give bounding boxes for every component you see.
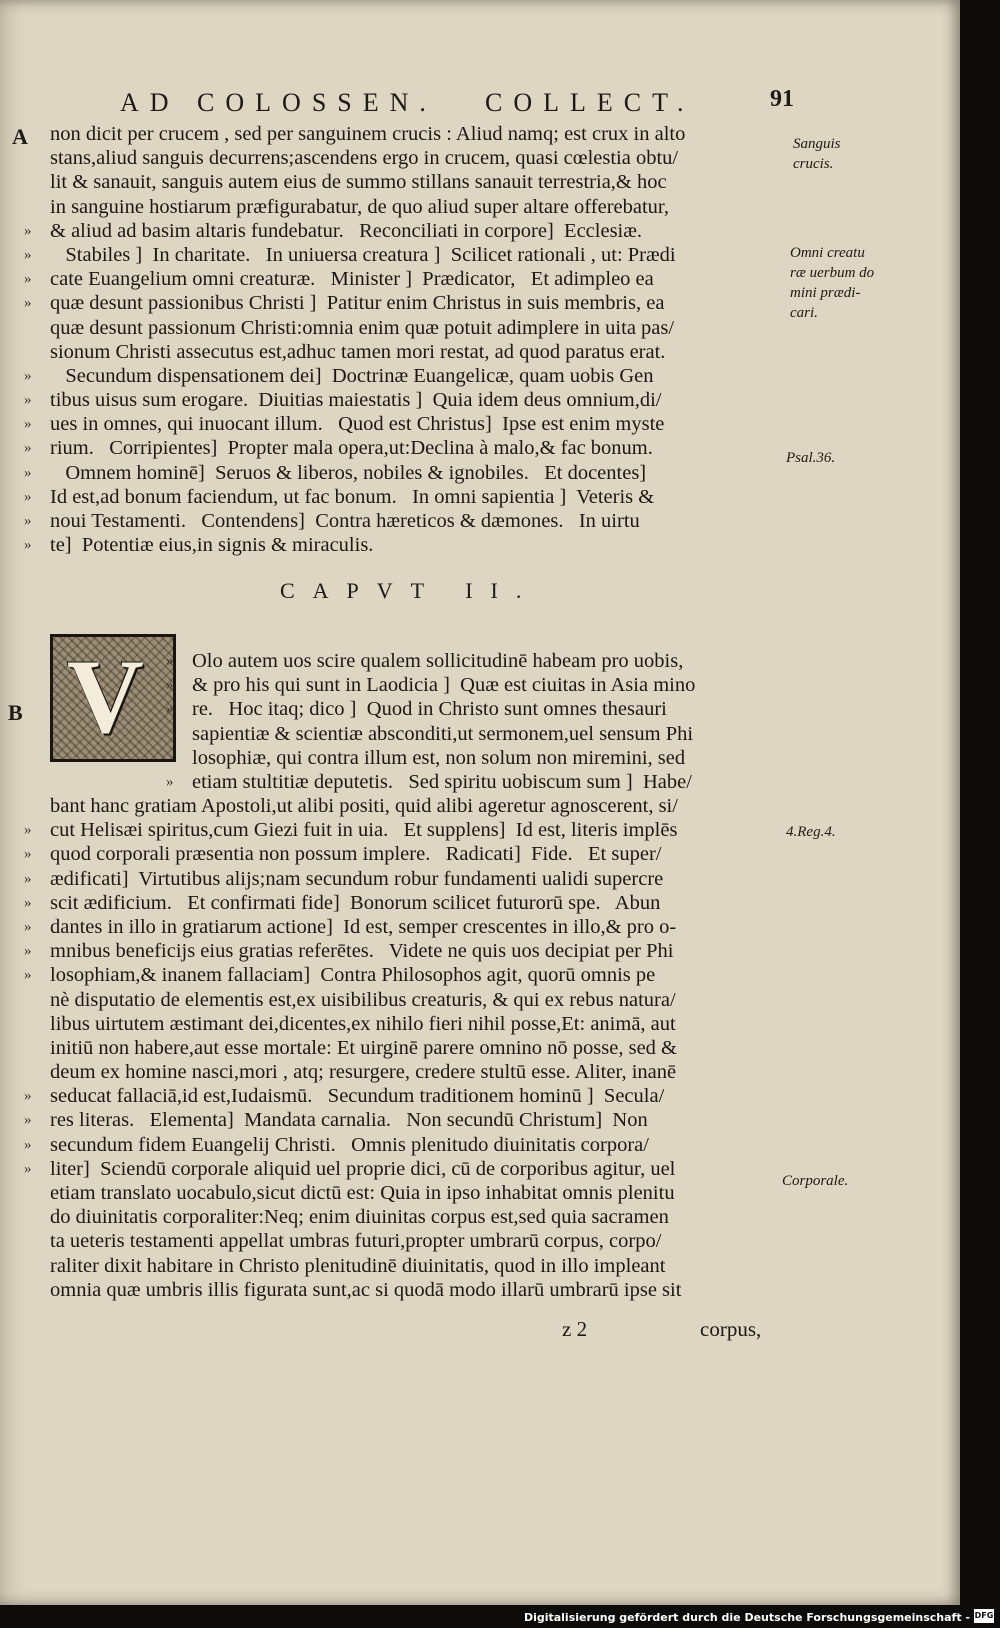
quote-mark: » [24,943,32,960]
margin-note-omni-creaturae: Omni creatu ræ uerbum do mini prædi- cari. [790,245,875,321]
quote-mark: » [24,1112,32,1129]
line-text: stans,aliud sanguis decurrens;ascendens ergo in crucem, quasi cœlestia obtu/ [50,147,679,170]
text-line [50,1254,778,1278]
line-text: Id est,ad bonum faciendum, ut fac bonum. In omni sapientia ] Veteris & [50,485,655,508]
quote-mark: » [24,1136,32,1153]
line-text: cut Helisæi spiritus,cum Giezi fuit in uia. Et supplens] Id est, literis implēs [50,819,678,842]
quote-mark: » [24,271,32,288]
quote-mark: » [24,822,32,839]
text-line [50,1036,778,1060]
quote-mark: » [24,440,32,457]
quote-mark: » [166,677,174,694]
line-text: liter] Sciendū corporale aliquid uel proprie dici, cū de corporibus agitur, uel [50,1157,676,1180]
line-text: non dicit per crucem , sed per sanguinem crucis : Aliud namq; est crux in alto [50,123,686,145]
margin-note-corporale: Corporale. [782,1173,849,1189]
quote-mark: » [24,246,32,263]
line-text: rium. Corripientes] Propter mala opera,ut:Declina à malo,& fac bonum. [50,437,653,460]
funding-notice: Digitalisierung gefördert durch die Deutsche Forschungsgemeinschaft - [523,1611,970,1624]
text-line [24,939,778,963]
line-text: & pro his qui sunt in Laodicia ] Quæ est ciuitas in Asia mino [192,674,696,697]
line-text: te] Potentiæ eius,in signis & miraculis. [50,534,374,557]
text-line [24,485,778,509]
line-text: & aliud ad basim altaris fundebatur. Reconciliati in corpore] Ecclesiæ. [50,219,643,242]
text-line [192,746,782,770]
text-line [24,509,778,533]
text-line [50,316,778,340]
text-line [24,1084,778,1108]
margin-note-reges: 4.Reg.4. [786,824,836,840]
text-line [24,243,778,267]
line-text: mnibus beneficijs eius gratias referētes. Videte ne quis uos decipiat per Phi [50,940,674,963]
quote-mark: » [166,653,174,669]
text-line [24,388,778,412]
quote-mark: » [166,701,174,718]
line-text: lit & sanauit, sanguis autem eius de summo stillans sanauit terrestria,& hoc [50,171,667,194]
quote-mark: » [24,367,32,384]
quote-mark: » [24,416,32,433]
text-line [50,794,778,818]
commentary-block-2-opening [166,649,782,794]
line-text: losophiam,& inanem fallaciam] Contra Philosophos agit, quorū omnis pe [50,964,656,987]
line-text: secundum fidem Euangelij Christi. Omnis plenitudo diuinitatis corpora/ [50,1133,649,1156]
line-text: tibus uisus sum erogare. Diuitias maiestatis ] Quia idem deus omnium,di/ [50,389,662,412]
line-text: omnia quæ umbris illis figurata sunt,ac si quodā modo illarū umbrarū ipse sit [50,1278,682,1301]
quote-mark: » [24,967,32,984]
line-text: libus uirtutem æstimant dei,dicentes,ex nihilo fieri nihil posse,Et: animā, aut [50,1012,676,1035]
text-line [50,988,778,1012]
quote-mark: » [24,537,32,554]
text-line [166,673,782,697]
running-head [120,88,820,118]
line-text: scit ædificium. Et confirmati fide] Bonorum scilicet futurorū spe. Abun [50,891,661,914]
text-line [50,122,778,146]
text-line [50,146,778,170]
quote-mark: » [24,488,32,505]
decorated-initial [50,634,176,762]
text-line [24,963,778,987]
quote-mark: » [24,392,32,409]
text-line [50,1229,778,1253]
line-text: bant hanc gratiam Apostoli,ut alibi positi, quid alibi ageretur agnoscerent, si/ [50,795,678,817]
commentary-block-2 [24,794,778,1302]
text-line [50,1205,778,1229]
initial-letter: V [67,638,144,755]
line-text: etiam stultitiæ deputetis. Sed spiritu uobiscum sum ] Habe/ [192,770,692,793]
line-text: ta ueteris testamenti appellat umbras futuri,propter umbrarū corpus, corpo/ [50,1230,662,1253]
commentary-block-1 [24,122,778,557]
text-line [24,412,778,436]
text-line [50,1181,778,1205]
text-line [24,533,778,557]
signature-mark: z 2 [562,1317,588,1341]
line-text: quæ desunt passionum Christi:omnia enim quæ potuit adimplere in uita pas/ [50,316,675,339]
text-line [24,461,778,485]
line-text: Olo autem uos scire qualem sollicitudinē habeam pro uobis, [192,650,684,672]
line-text: quod corporali præsentia non possum implere. Radicati] Fide. Et super/ [50,843,662,866]
line-text: cate Euangelium omni creaturæ. Minister ] Prædicator, Et adimpleo ea [50,268,654,291]
line-text: losophiæ, qui contra illum est, non solum non miremini, sed [192,746,686,769]
text-line [50,170,778,194]
running-head-left: AD COLOSSEN. [120,88,437,117]
line-text: dantes in illo in gratiarum actione] Id est, semper crescentes in illo,& pro o- [50,915,677,938]
text-line [50,1012,778,1036]
text-line [24,867,778,891]
line-text: etiam translato uocabulo,sicut dictū est: Quia in ipso inhabitat omnis plenitu [50,1182,675,1204]
chapter-heading: CAPVT II. [280,578,540,603]
line-text: re. Hoc itaq; dico ] Quod in Christo sunt omnes thesauri [192,698,667,721]
text-line [50,195,778,219]
line-text: sapientiæ & scientiæ absconditi,ut sermonem,uel sensum Phi [192,722,694,745]
quote-mark: » [24,1088,32,1105]
line-text: res literas. Elementa] Mandata carnalia. Non secundū Christum] Non [50,1109,648,1132]
margin-note-sanguis: Sanguis crucis. [793,136,841,172]
folio-number: 91 [770,86,794,112]
quote-mark: » [24,1160,32,1177]
line-text: sionum Christi assecutus est,adhuc tamen mori restat, ad quod paratus erat. [50,340,666,363]
text-line [24,291,778,315]
text-line [24,842,778,866]
line-text: Omnem hominē] Seruos & liberos, nobiles & ignobiles. Et docentes] [50,461,647,484]
text-line [166,697,782,721]
text-line [50,340,778,364]
text-line [24,1157,778,1181]
line-text: quæ desunt passionibus Christi ] Patitur enim Christus in suis membris, ea [50,292,665,315]
line-text: initiū non habere,aut esse mortale: Et uirginē parere omnino nō posse, sed & [50,1036,677,1059]
quote-mark: » [24,222,32,239]
text-line [24,915,778,939]
text-line [24,1133,778,1157]
text-line [24,219,778,243]
margin-note-psalm: Psal.36. [786,450,836,466]
line-text: nè disputatio de elementis est,ex uisibilibus creaturis, & qui ex rebus natura/ [50,988,676,1011]
quote-mark: » [24,894,32,911]
quote-mark: » [24,295,32,312]
quote-mark: » [24,464,32,481]
text-line [24,818,778,842]
line-text: Secundum dispensationem dei] Doctrinæ Euangelicæ, quam uobis Gen [50,364,654,387]
line-text: raliter dixit habitare in Christo plenitudinē diuinitatis, quod in illo impleant [50,1254,666,1277]
line-text: in sanguine hostiarum præfigurabatur, de quo aliud super altare offerebatur, [50,195,670,218]
text-line [24,891,778,915]
line-text: deum ex homine nasci,mori , atq; resurgere, credere stultū esse. Aliter, inanē [50,1061,677,1084]
quote-mark: » [24,870,32,887]
text-line [24,364,778,388]
line-text: ædificati] Virtutibus alijs;nam secundum robur fundamenti ualidi supercre [50,867,664,890]
running-head-right: COLLECT. [485,88,695,117]
text-line [166,770,782,794]
line-text: Stabiles ] In charitate. In uniuersa creatura ] Scilicet rationali , ut: Prædi [50,243,676,266]
line-text: do diuinitatis corporaliter:Neq; enim diuinitas corpus est,sed quia sacramen [50,1206,669,1229]
text-line [50,1278,778,1302]
text-line [24,436,778,460]
text-line [24,1108,778,1132]
line-text: ues in omnes, qui inuocant illum. Quod est Christus] Ipse est enim myste [50,413,665,436]
text-line [50,1060,778,1084]
line-text: seducat fallaciā,id est,Iudaismū. Secundum traditionem hominū ] Secula/ [50,1085,665,1108]
text-line [166,649,782,673]
text-line [24,267,778,291]
quote-mark: » [24,513,32,529]
quote-mark: » [24,918,32,935]
quote-mark: » [166,773,174,790]
dfg-logo: DFG [974,1609,994,1623]
catchword: corpus, [700,1317,762,1341]
text-line [192,722,782,746]
side-marker-a: A [12,124,28,149]
side-marker-b: B [8,700,23,725]
quote-mark: » [24,846,32,863]
line-text: noui Testamenti. Contendens] Contra hæreticos & dæmones. In uirtu [50,510,640,532]
